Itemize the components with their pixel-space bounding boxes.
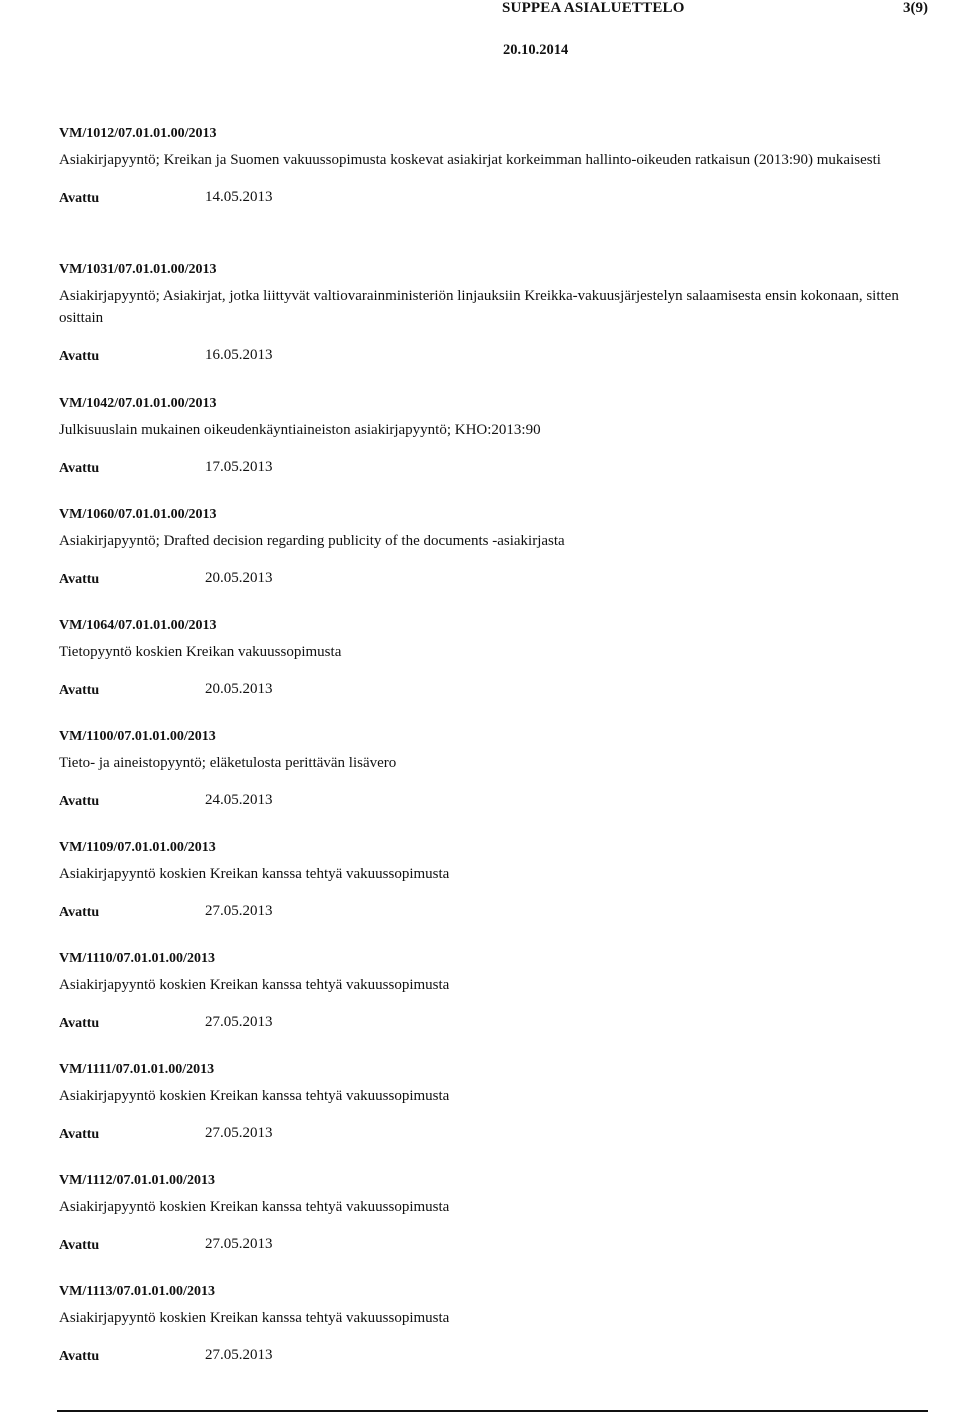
opened-label: Avattu [59,461,100,476]
case-description: Asiakirjapyyntö; Drafted decision regarding publicity of the documents -asiakirjasta [59,533,565,549]
case-description: Asiakirjapyyntö koskien Kreikan kanssa tehtyä vakuussopimusta [59,1310,450,1326]
case-opened [59,902,929,924]
opened-date: 27.05.2013 [205,1347,273,1363]
case-description: Tietopyyntö koskien Kreikan vakuussopimusta [59,644,342,660]
document-date: 20.10.2014 [503,42,569,58]
case-entry [59,260,929,368]
case-opened [59,569,929,591]
case-opened [59,791,929,813]
opened-date: 20.05.2013 [205,681,273,697]
opened-date: 20.05.2013 [205,570,273,586]
opened-date: 16.05.2013 [205,347,273,363]
case-id: VM/1112/07.01.01.00/2013 [59,1173,215,1188]
opened-label: Avattu [59,191,100,206]
case-description: Asiakirjapyyntö koskien Kreikan kanssa tehtyä vakuussopimusta [59,977,450,993]
opened-date: 27.05.2013 [205,903,273,919]
opened-label: Avattu [59,1127,100,1142]
opened-date: 14.05.2013 [205,189,273,205]
opened-label: Avattu [59,1349,100,1364]
case-opened [59,1235,929,1257]
case-id: VM/1042/07.01.01.00/2013 [59,396,217,411]
case-entry [59,1282,929,1368]
case-entry [59,1060,929,1146]
case-id: VM/1113/07.01.01.00/2013 [59,1284,215,1299]
opened-date: 27.05.2013 [205,1014,273,1030]
case-opened [59,1346,929,1368]
opened-date: 17.05.2013 [205,459,273,475]
case-opened [59,458,929,480]
opened-label: Avattu [59,349,100,364]
case-entry [59,838,929,924]
footer-divider [57,1410,928,1412]
opened-label: Avattu [59,1238,100,1253]
case-description: Asiakirjapyyntö koskien Kreikan kanssa tehtyä vakuussopimusta [59,1088,450,1104]
case-id: VM/1060/07.01.01.00/2013 [59,507,217,522]
case-entry [59,394,929,480]
opened-date: 27.05.2013 [205,1125,273,1141]
case-id: VM/1110/07.01.01.00/2013 [59,951,215,966]
opened-label: Avattu [59,794,100,809]
case-id: VM/1031/07.01.01.00/2013 [59,262,217,277]
opened-label: Avattu [59,572,100,587]
case-opened [59,1124,929,1146]
opened-date: 27.05.2013 [205,1236,273,1252]
case-entry [59,616,929,702]
case-entry [59,1171,929,1257]
case-id: VM/1111/07.01.01.00/2013 [59,1062,215,1077]
opened-label: Avattu [59,905,100,920]
case-opened [59,680,929,702]
case-description: Julkisuuslain mukainen oikeudenkäyntiaineiston asiakirjapyyntö; KHO:2013:90 [59,422,541,438]
case-description: Asiakirjapyyntö koskien Kreikan kanssa tehtyä vakuussopimusta [59,866,450,882]
case-entry [59,727,929,813]
document-title: SUPPEA ASIALUETTELO [502,0,685,16]
case-entry [59,124,929,210]
case-id: VM/1100/07.01.01.00/2013 [59,729,216,744]
case-opened [59,346,929,368]
case-id: VM/1064/07.01.01.00/2013 [59,618,217,633]
case-description: Asiakirjapyyntö; Asiakirjat, jotka liittyvät valtiovarainministeriön linjauksiin Kreikka-vakuusjärjestelyn salaamisesta ensin kokonaan, sitten osittain [59,288,899,326]
case-entry [59,949,929,1035]
case-id: VM/1012/07.01.01.00/2013 [59,126,217,141]
case-description: Asiakirjapyyntö; Kreikan ja Suomen vakuussopimusta koskevat asiakirjat korkeimman hallinto-oikeuden ratkaisun (2013:90) mukaisesti [59,152,881,168]
case-opened [59,188,929,210]
opened-label: Avattu [59,1016,100,1031]
case-entry [59,505,929,591]
opened-label: Avattu [59,683,100,698]
case-id: VM/1109/07.01.01.00/2013 [59,840,216,855]
page-number: 3(9) [903,0,928,16]
case-description: Tieto- ja aineistopyyntö; eläketulosta perittävän lisävero [59,755,397,771]
case-opened [59,1013,929,1035]
opened-date: 24.05.2013 [205,792,273,808]
case-description: Asiakirjapyyntö koskien Kreikan kanssa tehtyä vakuussopimusta [59,1199,450,1215]
